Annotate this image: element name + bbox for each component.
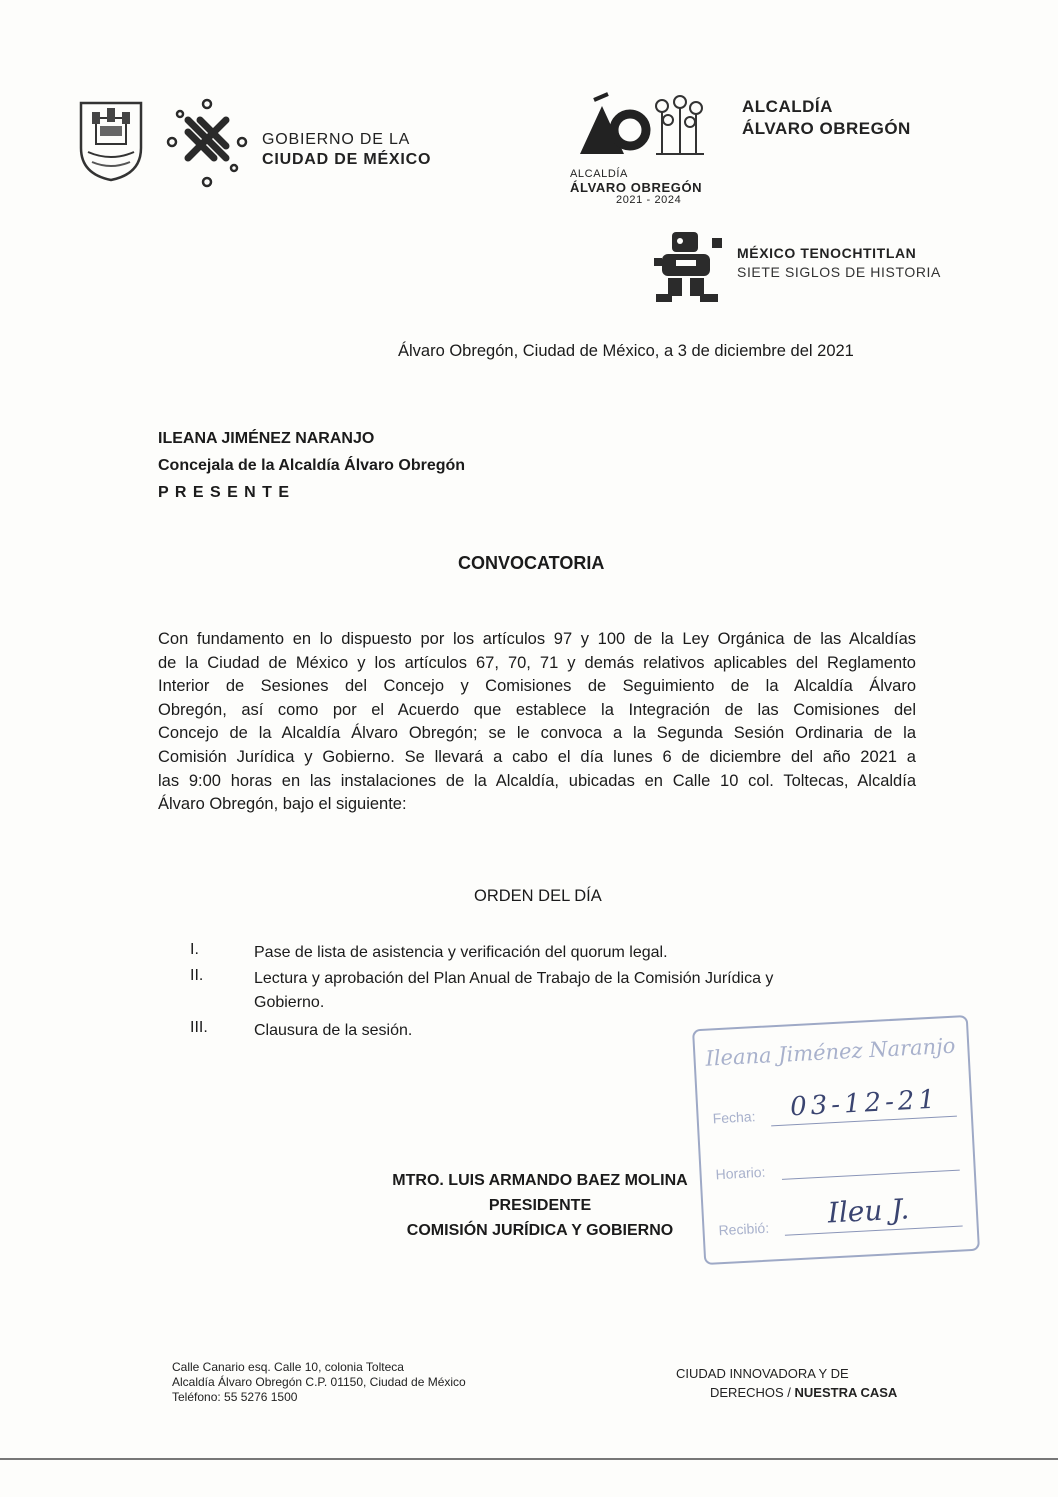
recipient-present: P R E S E N T E (158, 484, 291, 501)
agenda-text: Lectura y aprobación del Plan Anual de Trabajo de la Comisión Jurídica y (254, 970, 774, 987)
stamp-date-label: Fecha: (712, 1108, 756, 1127)
stamp-handwritten-date: 03-12-21 (789, 1084, 940, 1123)
agenda-number: II. (190, 967, 204, 984)
stamp-time-line (782, 1170, 960, 1180)
tenochtitlan-text (737, 245, 941, 280)
agenda-text: Clausura de la sesión. (254, 1022, 413, 1039)
body-line: Interior de Sesiones del Concejo y Comisiones de Seguimiento de la Alcaldía Álvaro (158, 677, 916, 696)
body-line: las 9:00 horas en las instalaciones de la Alcaldía, ubicadas en Calle 10 col. Toltecas, Alcaldía (158, 771, 916, 790)
gov-cdmx-text (262, 130, 431, 170)
ao-caption-line2: ÁLVARO OBREGÓN (570, 180, 703, 195)
body-paragraph (158, 628, 916, 817)
recipient-role: Concejala de la Alcaldía Álvaro Obregón (158, 457, 466, 474)
gov-line2: CIUDAD DE MÉXICO (262, 151, 432, 168)
document-title: CONVOCATORIA (458, 553, 605, 573)
agenda-item (190, 941, 890, 967)
body-line: Comisión Jurídica y Gobierno. Se llevará a cabo el día lunes 6 de diciembre del año 2021 a (158, 747, 916, 766)
agenda-item (190, 967, 890, 1019)
body-line: de la Ciudad de México y los artículos 67, 70, 71 y demás relativos aplicables del Reglamento (158, 653, 916, 672)
ao-caption-line1: ALCALDÍA (570, 168, 628, 180)
ao-title-line2: ÁLVARO OBREGÓN (742, 119, 911, 138)
date-line: Álvaro Obregón, Ciudad de México, a 3 de diciembre del 2021 (398, 342, 854, 360)
recipient-name: ILEANA JIMÉNEZ NARANJO (158, 430, 375, 447)
agenda-text: Pase de lista de asistencia y verificación del quorum legal. (254, 944, 668, 961)
footer-address-line3: Teléfono: 55 5276 1500 (172, 1390, 298, 1404)
tenochtitlan-glyph-logo (650, 228, 726, 306)
signer-title: PRESIDENTE (488, 1197, 592, 1214)
scan-edge-line (0, 1458, 1058, 1460)
footer-slogan (676, 1364, 897, 1402)
stamp-name: Ileana Jiménez Naranjo (704, 1033, 956, 1071)
body-line: Obregón, así como por el Acuerdo que establece la Integración de las Comisiones del (158, 700, 916, 719)
ao-caption (570, 168, 702, 207)
stamp-received-label: Recibió: (718, 1219, 770, 1239)
agenda-text-continued: Gobierno. (254, 994, 325, 1011)
footer-slogan-prefix: DERECHOS / (710, 1385, 795, 1400)
ao-title (742, 96, 911, 140)
agenda-number: III. (190, 1019, 208, 1036)
signer-commission: COMISIÓN JURÍDICA Y GOBIERNO (406, 1222, 674, 1239)
footer-address (172, 1360, 466, 1405)
footer-slogan-bold: NUESTRA CASA (794, 1385, 898, 1400)
ao-title-line1: ALCALDÍA (742, 97, 833, 116)
reception-stamp (692, 1015, 980, 1265)
signature-block (360, 1168, 720, 1243)
gov-line1: GOBIERNO DE LA (262, 131, 411, 148)
agenda-number: I. (190, 941, 199, 958)
alvaro-obregon-logo (572, 92, 712, 164)
cdmx-knot-logo (166, 98, 248, 190)
signer-name: MTRO. LUIS ARMANDO BAEZ MOLINA (392, 1172, 688, 1189)
body-line: Con fundamento en lo dispuesto por los artículos 97 y 100 de la Ley Orgánica de las Alcaldías (158, 630, 916, 648)
coat-of-arms-logo (78, 100, 144, 182)
mt-title: MÉXICO TENOCHTITLAN (737, 245, 917, 261)
body-line: Álvaro Obregón, bajo el siguiente: (158, 795, 407, 814)
mt-subtitle: SIETE SIGLOS DE HISTORIA (737, 264, 941, 280)
agenda-title: ORDEN DEL DÍA (474, 887, 602, 905)
stamp-time-label: Horario: (715, 1163, 766, 1183)
body-line: Concejo de la Alcaldía Álvaro Obregón; se le convoca a la Segunda Sesión Ordinaria de la (158, 724, 916, 743)
stamp-handwritten-signature: Ileu J. (826, 1192, 911, 1230)
footer-slogan-line2 (676, 1383, 897, 1402)
footer-address-line2: Alcaldía Álvaro Obregón C.P. 01150, Ciudad de México (172, 1375, 466, 1389)
ao-caption-years: 2021 - 2024 (616, 194, 682, 206)
recipient-block (158, 425, 465, 506)
footer-slogan-line1: CIUDAD INNOVADORA Y DE (676, 1366, 849, 1381)
footer-address-line1: Calle Canario esq. Calle 10, colonia Tolteca (172, 1360, 404, 1374)
